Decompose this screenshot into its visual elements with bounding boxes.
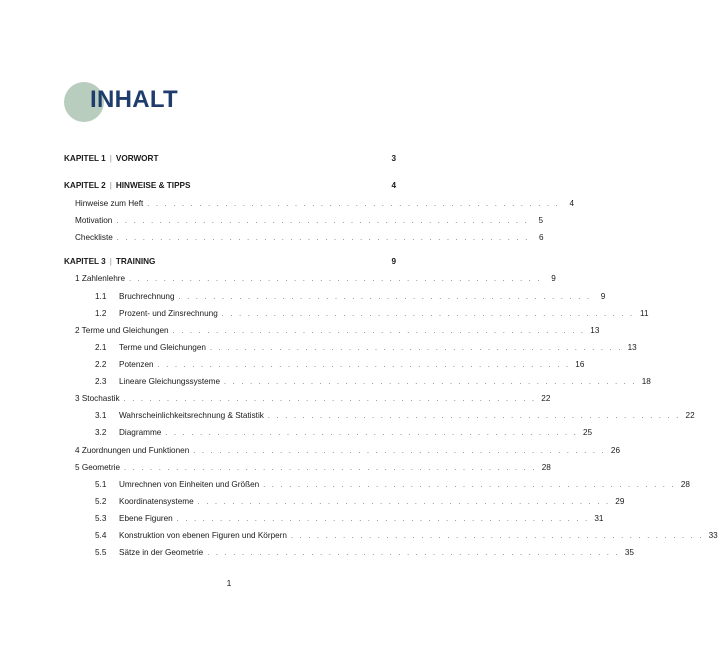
toc-section[interactable] bbox=[75, 461, 551, 475]
leader-dots: . . . . . . . . . . . . . . . . . . . . . . . . . . . . . . . . . . . . . . . . . . . . . . . . bbox=[116, 218, 530, 225]
entry-label: 1 Zahlenlehre bbox=[75, 274, 126, 283]
entry-page: 16 bbox=[575, 360, 585, 369]
chapter-name: TRAINING bbox=[115, 257, 156, 266]
leader-dots: . . . . . . . . . . . . . . . . . . . . . . . . . . . . . . . . . . . . . . . . . . . . . . . . bbox=[197, 499, 611, 506]
toc-section[interactable] bbox=[75, 324, 600, 338]
entry-label: Wahrscheinlichkeitsrechnung & Statistik bbox=[119, 411, 264, 420]
leader-dots: . . . . . . . . . . . . . . . . . . . . . . . . . . . . . . . . . . . . . . . . . . . . . . . . bbox=[178, 294, 592, 301]
toc-subsection[interactable] bbox=[95, 358, 585, 372]
entry-label: Umrechnen von Einheiten und Größen bbox=[119, 480, 260, 489]
entry-page: 13 bbox=[590, 326, 600, 335]
entry-number: 5.4 bbox=[95, 531, 107, 540]
chapter-number: KAPITEL 1 bbox=[64, 154, 106, 163]
entry-label: Prozent- und Zinsrechnung bbox=[119, 309, 218, 318]
chapter-page: 3 bbox=[391, 154, 396, 163]
toc-entry[interactable] bbox=[75, 197, 575, 211]
leader-dots: . . . . . . . . . . . . . . . . . . . . . . . . . . . . . . . . . . . . . . . . . . . . . . . . bbox=[116, 235, 530, 242]
toc-entry[interactable] bbox=[75, 214, 544, 228]
chapter-row-3[interactable] bbox=[64, 255, 396, 269]
entry-page: 5 bbox=[538, 216, 544, 225]
chapter-page: 9 bbox=[391, 257, 396, 266]
entry-label: Diagramme bbox=[119, 428, 162, 437]
leader-dots: . . . . . . . . . . . . . . . . . . . . . . . . . . . . . . . . . . . . . . . . . . . . . . . . bbox=[172, 328, 586, 335]
entry-label: Hinweise zum Heft bbox=[75, 199, 144, 208]
toc-subsection[interactable] bbox=[95, 375, 651, 389]
toc-subsection[interactable] bbox=[95, 426, 593, 440]
entry-number: 2.1 bbox=[95, 343, 107, 352]
toc-subsection[interactable] bbox=[95, 512, 604, 526]
entry-label: Koordinatensysteme bbox=[119, 497, 194, 506]
leader-dots: . . . . . . . . . . . . . . . . . . . . . . . . . . . . . . . . . . . . . . . . . . . . . . . . bbox=[157, 362, 571, 369]
leader-dots: . . . . . . . . . . . . . . . . . . . . . . . . . . . . . . . . . . . . . . . . . . . . . . . . bbox=[224, 379, 637, 386]
toc-section[interactable] bbox=[75, 392, 551, 406]
chapter-row-1[interactable] bbox=[64, 152, 396, 166]
entry-label: Checkliste bbox=[75, 233, 113, 242]
toc-entry[interactable] bbox=[75, 231, 544, 245]
entry-label: Terme und Gleichungen bbox=[119, 343, 206, 352]
leader-dots: . . . . . . . . . . . . . . . . . . . . . . . . . . . . . . . . . . . . . . . . . . . . . . . . bbox=[209, 345, 623, 352]
leader-dots: . . . . . . . . . . . . . . . . . . . . . . . . . . . . . . . . . . . . . . . . . . . . . . . . bbox=[123, 396, 537, 403]
leader-dots: . . . . . . . . . . . . . . . . . . . . . . . . . . . . . . . . . . . . . . . . . . . . . . . . bbox=[165, 430, 579, 437]
chapter-page: 4 bbox=[391, 181, 396, 190]
entry-page: 22 bbox=[541, 394, 551, 403]
leader-dots: . . . . . . . . . . . . . . . . . . . . . . . . . . . . . . . . . . . . . . . . . . . . . . . . bbox=[147, 201, 561, 208]
entry-page: 9 bbox=[600, 292, 606, 301]
entry-page: 26 bbox=[610, 446, 621, 455]
toc-subsection[interactable] bbox=[95, 307, 649, 321]
entry-label: Bruchrechnung bbox=[119, 292, 175, 301]
leader-dots: . . . . . . . . . . . . . . . . . . . . . . . . . . . . . . . . . . . . . . . . . . . . . . . . bbox=[267, 413, 681, 420]
toc-subsection[interactable] bbox=[95, 529, 718, 543]
entry-number: 2.3 bbox=[95, 377, 107, 386]
entry-label: Ebene Figuren bbox=[119, 514, 173, 523]
entry-label: Potenzen bbox=[119, 360, 154, 369]
entry-number: 5.3 bbox=[95, 514, 107, 523]
entry-label: Konstruktion von ebenen Figuren und Körpern bbox=[119, 531, 287, 540]
entry-label: Lineare Gleichungssysteme bbox=[119, 377, 221, 386]
entry-page: 11 bbox=[640, 309, 649, 318]
toc-subsection[interactable] bbox=[95, 546, 634, 560]
page-title: INHALT bbox=[90, 86, 179, 113]
entry-number: 1.1 bbox=[95, 292, 107, 301]
entry-number: 5.2 bbox=[95, 497, 107, 506]
entry-page: 18 bbox=[641, 377, 651, 386]
toc-subsection[interactable] bbox=[95, 341, 637, 355]
toc-subsection[interactable] bbox=[95, 478, 690, 492]
leader-dots: . . . . . . . . . . . . . . . . . . . . . . . . . . . . . . . . . . . . . . . . . . . . . . . . bbox=[176, 516, 590, 523]
entry-label: 5 Geometrie bbox=[75, 463, 121, 472]
entry-page: 29 bbox=[615, 497, 625, 506]
entry-number: 1.2 bbox=[95, 309, 107, 318]
entry-page: 33 bbox=[708, 531, 718, 540]
entry-page: 28 bbox=[541, 463, 551, 472]
entry-page: 25 bbox=[582, 428, 593, 437]
toc-section[interactable] bbox=[75, 444, 621, 458]
leader-dots: . . . . . . . . . . . . . . . . . . . . . . . . . . . . . . . . . . . . . . . . . . . . . . . . bbox=[129, 276, 542, 283]
leader-dots: . . . . . . . . . . . . . . . . . . . . . . . . . . . . . . . . . . . . . . . . . . . . . . . . bbox=[290, 533, 704, 540]
entry-page: 28 bbox=[680, 480, 690, 489]
toc-subsection[interactable] bbox=[95, 409, 695, 423]
entry-page: 4 bbox=[569, 199, 575, 208]
chapter-name: HINWEISE & TIPPS bbox=[115, 181, 191, 190]
entry-label: Sätze in der Geometrie bbox=[119, 548, 204, 557]
toc-subsection[interactable] bbox=[95, 495, 625, 509]
entry-label: 3 Stochastik bbox=[75, 394, 120, 403]
entry-label: 2 Terme und Gleichungen bbox=[75, 326, 169, 335]
entry-page: 22 bbox=[685, 411, 695, 420]
entry-page: 6 bbox=[538, 233, 544, 242]
entry-label: Motivation bbox=[75, 216, 113, 225]
entry-page: 13 bbox=[627, 343, 637, 352]
chapter-number: KAPITEL 3 bbox=[64, 257, 106, 266]
entry-number: 3.2 bbox=[95, 428, 107, 437]
entry-number: 5.5 bbox=[95, 548, 107, 557]
chapter-separator: | bbox=[109, 181, 112, 190]
entry-number: 2.2 bbox=[95, 360, 107, 369]
leader-dots: . . . . . . . . . . . . . . . . . . . . . . . . . . . . . . . . . . . . . . . . . . . . . . . . bbox=[221, 311, 635, 318]
leader-dots: . . . . . . . . . . . . . . . . . . . . . . . . . . . . . . . . . . . . . . . . . . . . . . . . bbox=[263, 482, 676, 489]
toc-subsection[interactable] bbox=[95, 290, 606, 304]
entry-label: 4 Zuordnungen und Funktionen bbox=[75, 446, 190, 455]
toc-section[interactable] bbox=[75, 272, 556, 286]
chapter-separator: | bbox=[109, 257, 112, 266]
entry-page: 9 bbox=[551, 274, 556, 283]
entry-page: 31 bbox=[594, 514, 604, 523]
chapter-number: KAPITEL 2 bbox=[64, 181, 106, 190]
leader-dots: . . . . . . . . . . . . . . . . . . . . . . . . . . . . . . . . . . . . . . . . . . . . . . . . bbox=[193, 448, 607, 455]
leader-dots: . . . . . . . . . . . . . . . . . . . . . . . . . . . . . . . . . . . . . . . . . . . . . . . . bbox=[124, 465, 537, 472]
chapter-separator: | bbox=[109, 154, 112, 163]
page-number: 1 bbox=[226, 578, 232, 588]
chapter-row-2[interactable] bbox=[64, 179, 396, 193]
entry-number: 5.1 bbox=[95, 480, 107, 489]
chapter-name: VORWORT bbox=[115, 154, 159, 163]
entry-page: 35 bbox=[624, 548, 634, 557]
leader-dots: . . . . . . . . . . . . . . . . . . . . . . . . . . . . . . . . . . . . . . . . . . . . . . . . bbox=[207, 550, 620, 557]
entry-number: 3.1 bbox=[95, 411, 107, 420]
